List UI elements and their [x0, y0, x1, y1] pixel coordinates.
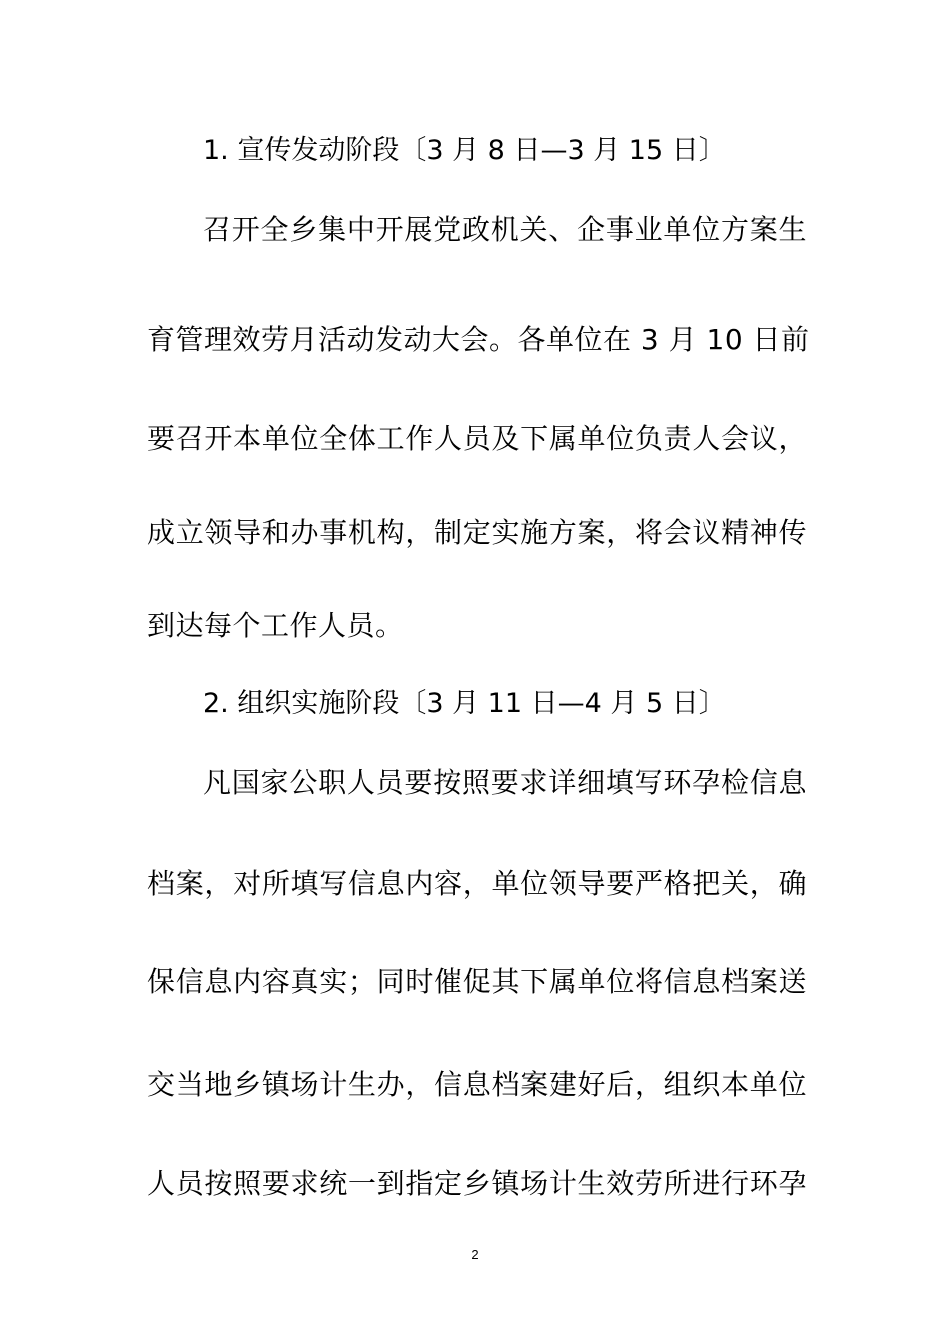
paragraph-2-line-5: 人员按照要求统一到指定乡镇场计生效劳所进行环孕: [147, 1167, 807, 1200]
paragraph-2-line-1: 凡国家公职人员要按照要求详细填写环孕检信息: [203, 766, 807, 799]
paragraph-2-line-2: 档案，对所填写信息内容，单位领导要严格把关，确: [147, 867, 807, 900]
paragraph-1-line-3: 要召开本单位全体工作人员及下属单位负责人会议，: [147, 422, 807, 455]
paragraph-2-line-3: 保信息内容真实；同时催促其下属单位将信息档案送: [147, 965, 807, 998]
paragraph-1-line-2: 育管理效劳月活动发动大会。各单位在 3 月 10 日前: [147, 323, 810, 356]
paragraph-1-line-5: 到达每个工作人员。: [147, 609, 404, 642]
page-number: 2: [471, 1247, 479, 1262]
section-heading-1: 1. 宣传发动阶段〔3 月 8 日—3 月 15 日〕: [203, 135, 726, 166]
section-heading-2: 2. 组织实施阶段〔3 月 11 日—4 月 5 日〕: [203, 688, 726, 719]
paragraph-2-line-4: 交当地乡镇场计生办，信息档案建好后，组织本单位: [147, 1068, 807, 1101]
paragraph-1-line-1: 召开全乡集中开展党政机关、企事业单位方案生: [203, 213, 807, 246]
paragraph-1-line-4: 成立领导和办事机构，制定实施方案，将会议精神传: [147, 516, 807, 549]
